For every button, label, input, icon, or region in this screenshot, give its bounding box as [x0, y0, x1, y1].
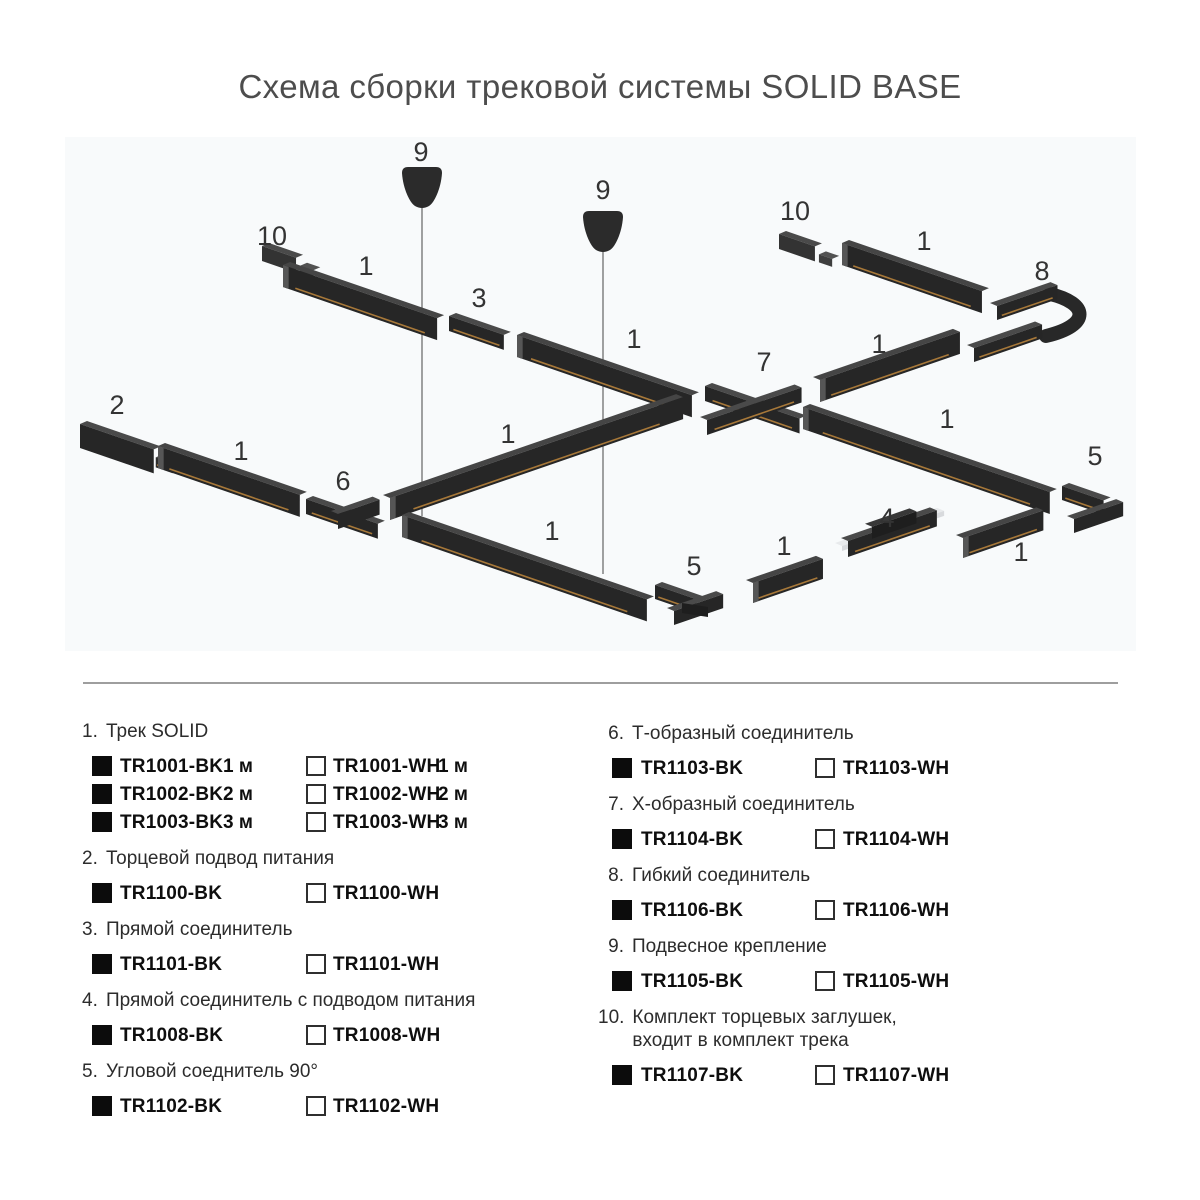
legend-item-header — [598, 793, 1118, 816]
legend-item-header — [82, 720, 602, 743]
legend-column-right — [598, 722, 1118, 1100]
product-row — [598, 900, 1118, 921]
callout-number-6: 6 — [335, 466, 351, 496]
legend-item-9 — [598, 935, 1118, 992]
callout-number-1: 1 — [939, 404, 955, 434]
callout-number-5: 5 — [686, 551, 702, 581]
product-code-white: TR1002-WH — [333, 784, 441, 805]
product-row — [82, 883, 602, 904]
callout-number-1: 1 — [776, 531, 792, 561]
legend-item-8 — [598, 864, 1118, 921]
legend-column-left — [82, 720, 602, 1131]
product-code-white: TR1107-WH — [843, 1065, 950, 1086]
product-row — [598, 971, 1118, 992]
product-code-black: TR1107-BK — [641, 1065, 744, 1086]
product-code-white: TR1102-WH — [333, 1096, 440, 1117]
legend-item-5 — [82, 1060, 602, 1117]
black-variant-swatch — [612, 758, 632, 778]
legend-item-1 — [82, 720, 602, 833]
callout-number-1: 1 — [916, 226, 932, 256]
item-number: 8. — [608, 865, 624, 886]
product-code-white: TR1100-WH — [333, 883, 440, 904]
callout-number-1: 1 — [871, 329, 887, 359]
white-variant-swatch — [306, 784, 326, 804]
item-number: 5. — [82, 1061, 98, 1082]
product-row — [82, 812, 602, 833]
product-code-black: TR1003-BK — [120, 812, 224, 833]
product-code-black: TR1100-BK — [120, 883, 223, 904]
product-code-black: TR1002-BK — [120, 784, 224, 805]
legend-item-7 — [598, 793, 1118, 850]
item-label: Прямой соединитель с подводом питания — [106, 990, 476, 1011]
product-code-white: TR1103-WH — [843, 758, 950, 779]
white-variant-swatch — [815, 1065, 835, 1085]
product-row — [82, 1025, 602, 1046]
white-variant-swatch — [306, 1096, 326, 1116]
item-number: 2. — [82, 848, 98, 869]
callout-number-1: 1 — [500, 419, 516, 449]
page-title: Схема сборки трековой системы SOLID BASE — [238, 68, 962, 105]
white-variant-swatch — [306, 954, 326, 974]
product-code-black: TR1008-BK — [120, 1025, 224, 1046]
item-number: 9. — [608, 936, 624, 957]
black-variant-swatch — [92, 883, 112, 903]
legend-item-header — [82, 918, 602, 941]
product-size-black: 3 м — [223, 812, 253, 833]
legend-item-4 — [82, 989, 602, 1046]
item-label: Т-образный соединитель — [632, 723, 854, 744]
white-variant-swatch — [306, 756, 326, 776]
product-code-black: TR1103-BK — [641, 758, 744, 779]
product-row — [598, 829, 1118, 850]
black-variant-swatch — [92, 1096, 112, 1116]
product-code-black: TR1105-BK — [641, 971, 744, 992]
product-size-white: 3 м — [438, 812, 468, 833]
black-variant-swatch — [92, 954, 112, 974]
callout-number-9: 9 — [595, 175, 611, 205]
item-label: Торцевой подвод питания — [106, 848, 335, 869]
item-number: 7. — [608, 794, 624, 815]
product-code-black: TR1101-BK — [120, 954, 223, 975]
item-label: Угловой соеднитель 90° — [106, 1061, 318, 1082]
callout-number-1: 1 — [626, 324, 642, 354]
product-code-white: TR1106-WH — [843, 900, 950, 921]
white-variant-swatch — [815, 829, 835, 849]
callout-number-1: 1 — [358, 251, 374, 281]
callout-number-1: 1 — [233, 436, 249, 466]
product-code-black: TR1104-BK — [641, 829, 744, 850]
product-code-white: TR1101-WH — [333, 954, 440, 975]
white-variant-swatch — [815, 758, 835, 778]
black-variant-swatch — [92, 756, 112, 776]
product-row — [82, 1096, 602, 1117]
product-row — [82, 756, 602, 777]
product-code-white: TR1104-WH — [843, 829, 950, 850]
callout-number-3: 3 — [471, 283, 487, 313]
item-label: Гибкий соединитель — [632, 865, 811, 886]
white-variant-swatch — [815, 971, 835, 991]
black-variant-swatch — [92, 1025, 112, 1045]
product-size-black: 2 м — [223, 784, 253, 805]
product-code-black: TR1001-BK — [120, 756, 224, 777]
callout-number-1: 1 — [544, 516, 560, 546]
product-row — [598, 758, 1118, 779]
product-code-white: TR1001-WH — [333, 756, 441, 777]
black-variant-swatch — [92, 784, 112, 804]
item-number: 10. — [598, 1007, 625, 1028]
product-size-white: 2 м — [438, 784, 468, 805]
item-number: 4. — [82, 990, 98, 1011]
item-label: Прямой соединитель — [106, 919, 293, 940]
callout-number-10: 10 — [779, 196, 811, 226]
legend-item-header — [82, 1060, 602, 1083]
black-variant-swatch — [612, 971, 632, 991]
product-code-white: TR1003-WH — [333, 812, 441, 833]
callout-number-4: 4 — [879, 503, 895, 533]
product-size-black: 1 м — [223, 756, 253, 777]
item-number: 1. — [82, 721, 98, 742]
legend-item-header — [598, 864, 1118, 887]
callout-number-1: 1 — [1013, 537, 1029, 567]
product-row — [82, 954, 602, 975]
white-variant-swatch — [815, 900, 835, 920]
callout-number-9: 9 — [413, 137, 429, 167]
black-variant-swatch — [612, 829, 632, 849]
legend-item-6 — [598, 722, 1118, 779]
item-label: Х-образный соединитель — [632, 794, 855, 815]
white-variant-swatch — [306, 812, 326, 832]
callout-number-8: 8 — [1034, 256, 1050, 286]
product-code-black: TR1106-BK — [641, 900, 744, 921]
black-variant-swatch — [612, 900, 632, 920]
legend-item-header — [598, 722, 1118, 745]
product-code-black: TR1102-BK — [120, 1096, 223, 1117]
white-variant-swatch — [306, 1025, 326, 1045]
callout-number-7: 7 — [756, 347, 772, 377]
white-variant-swatch — [306, 883, 326, 903]
product-row — [82, 784, 602, 805]
callout-number-5: 5 — [1087, 441, 1103, 471]
black-variant-swatch — [92, 812, 112, 832]
legend-item-3 — [82, 918, 602, 975]
callout-number-10: 10 — [256, 221, 288, 251]
item-label: Комплект торцевых заглушек, входит в комплект трека — [632, 1007, 897, 1051]
product-code-white: TR1105-WH — [843, 971, 950, 992]
item-number: 6. — [608, 723, 624, 744]
item-number: 3. — [82, 919, 98, 940]
callout-number-2: 2 — [109, 390, 125, 420]
legend-item-10 — [598, 1006, 1118, 1086]
product-size-white: 1 м — [438, 756, 468, 777]
legend-item-header — [598, 935, 1118, 958]
item-label: Трек SOLID — [106, 721, 209, 742]
legend-item-2 — [82, 847, 602, 904]
legend-item-header — [598, 1006, 1118, 1052]
legend-item-header — [82, 847, 602, 870]
product-code-white: TR1008-WH — [333, 1025, 441, 1046]
item-label: Подвесное крепление — [632, 936, 827, 957]
black-variant-swatch — [612, 1065, 632, 1085]
product-row — [598, 1065, 1118, 1086]
legend-item-header — [82, 989, 602, 1012]
